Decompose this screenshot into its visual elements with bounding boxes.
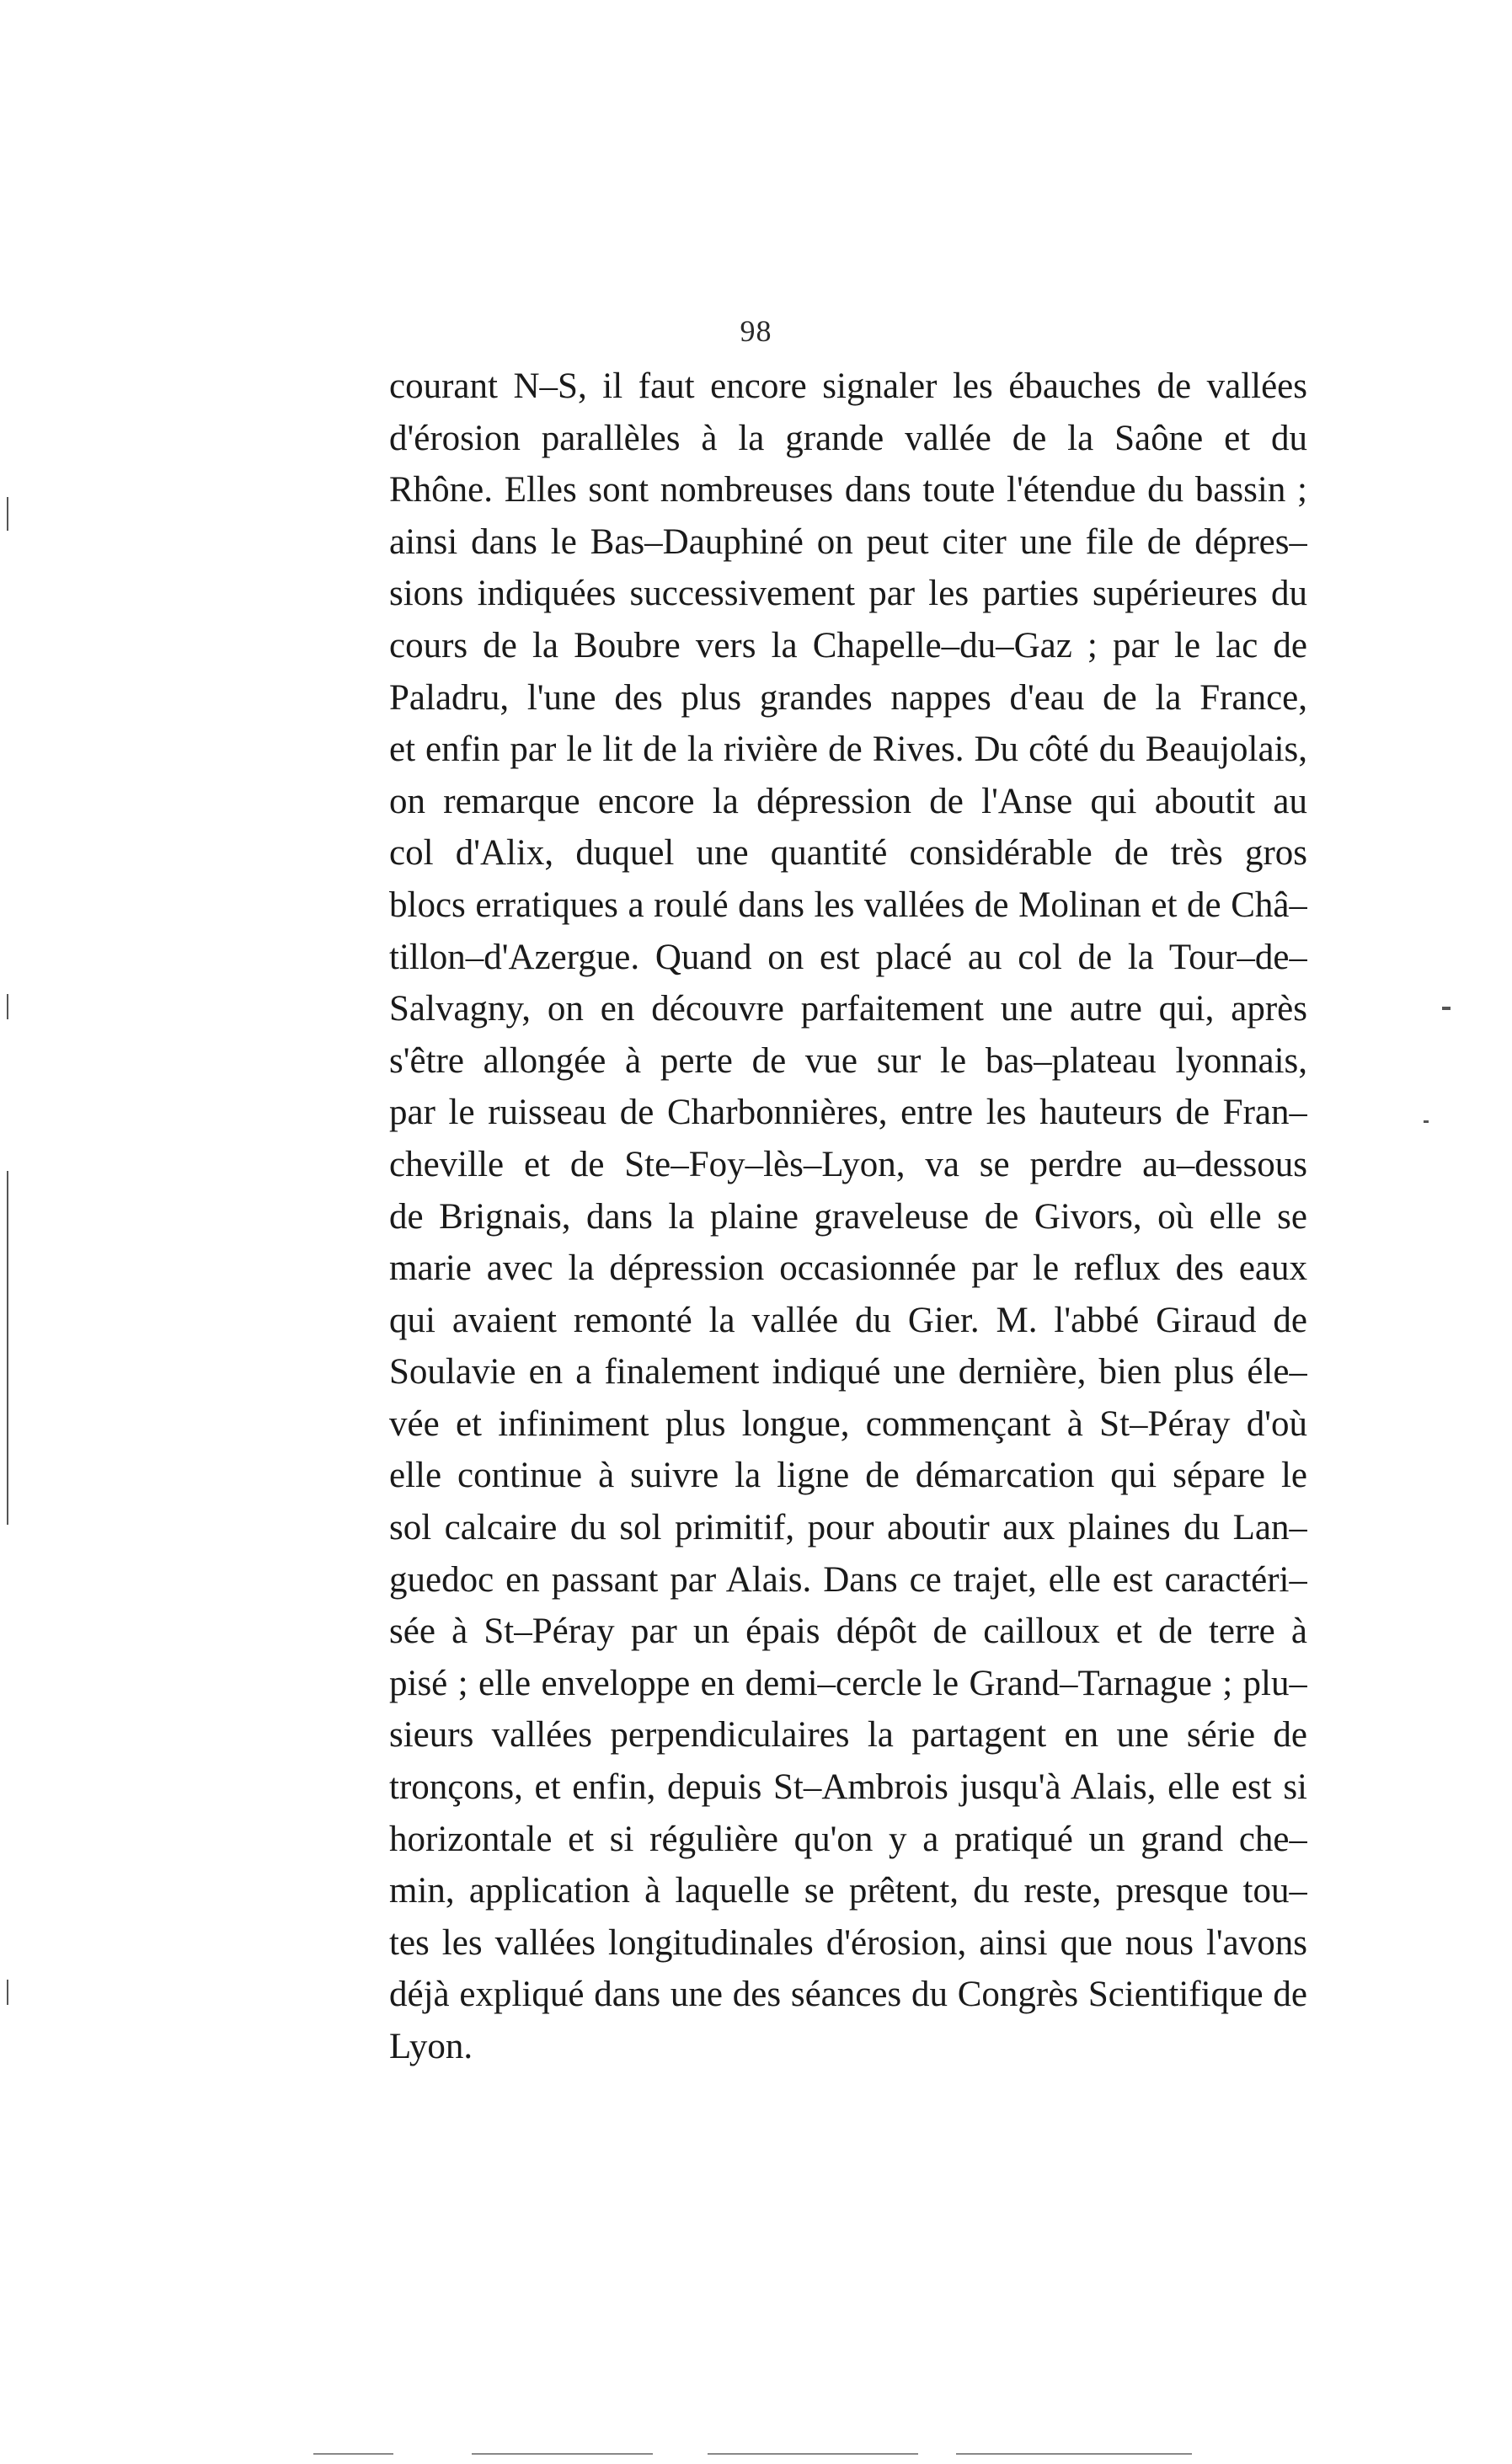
- text-line: Rhône. Elles sont nombreuses dans toute l'étendue du bassin ;: [389, 470, 1307, 510]
- text-line: tes les vallées longitudinales d'érosion, ainsi que nous l'avons: [389, 1922, 1307, 1963]
- text-line: Paladru, l'une des plus grandes nappes d'eau de la France,: [389, 677, 1307, 718]
- margin-mark: [7, 1171, 8, 1525]
- text-line: et enfin par le lit de la rivière de Rives. Du côté du Beaujolais,: [389, 730, 1307, 770]
- bottom-rule: [472, 2453, 653, 2455]
- text-line: courant N–S, il faut encore signaler les ébauches de vallées: [389, 366, 1307, 406]
- text-line: on remarque encore la dépression de l'Anse qui aboutit au: [389, 781, 1307, 821]
- text-line: Lyon.: [389, 2027, 473, 2066]
- text-line: déjà expliqué dans une des séances du Congrès Scientifique de: [389, 1975, 1307, 2015]
- text-line: sions indiquées successivement par les parties supérieures du: [389, 574, 1307, 614]
- text-line: qui avaient remonté la vallée du Gier. M. l'abbé Giraud de: [389, 1300, 1307, 1340]
- margin-mark: [7, 994, 8, 1019]
- text-line: pisé ; elle enveloppe en demi–cercle le Grand–Tarnague ; plu–: [389, 1663, 1307, 1703]
- bottom-rule: [313, 2453, 393, 2455]
- text-line: sée à St–Péray par un épais dépôt de cailloux et de terre à: [389, 1611, 1307, 1652]
- text-line: vée et infiniment plus longue, commençant à St–Péray d'où: [389, 1403, 1307, 1444]
- text-line: de Brignais, dans la plaine graveleuse de Givors, où elle se: [389, 1196, 1307, 1237]
- text-line: par le ruisseau de Charbonnières, entre les hauteurs de Fran–: [389, 1093, 1307, 1133]
- text-line: min, application à laquelle se prêtent, du reste, presque tou–: [389, 1871, 1307, 1911]
- text-line: sieurs vallées perpendiculaires la partagent en une série de: [389, 1715, 1307, 1756]
- bottom-rule: [708, 2453, 918, 2455]
- text-line: elle continue à suivre la ligne de démarcation qui sépare le: [389, 1456, 1307, 1496]
- text-line: marie avec la dépression occasionnée par le reflux des eaux: [389, 1248, 1307, 1289]
- text-line: blocs erratiques a roulé dans les vallées de Molinan et de Châ–: [389, 885, 1307, 925]
- page-number: 98: [740, 314, 772, 348]
- body-text: [389, 361, 1307, 2073]
- margin-mark: [1424, 1120, 1429, 1123]
- text-line: sol calcaire du sol primitif, pour aboutir aux plaines du Lan–: [389, 1508, 1307, 1548]
- margin-mark: [1442, 1007, 1451, 1010]
- text-line: horizontale et si régulière qu'on y a pratiqué un grand che–: [389, 1819, 1307, 1859]
- text-line: ainsi dans le Bas–Dauphiné on peut citer une file de dépres–: [389, 521, 1307, 562]
- text-line: d'érosion parallèles à la grande vallée de la Saône et du: [389, 418, 1307, 458]
- text-line: cours de la Boubre vers la Chapelle–du–Gaz ; par le lac de: [389, 625, 1307, 665]
- text-line: Soulavie en a finalement indiqué une dernière, bien plus éle–: [389, 1352, 1307, 1392]
- text-line: s'être allongée à perte de vue sur le bas–plateau lyonnais,: [389, 1040, 1307, 1081]
- text-line: tronçons, et enfin, depuis St–Ambrois jusqu'à Alais, elle est si: [389, 1767, 1307, 1808]
- margin-mark: [7, 1980, 8, 2005]
- margin-mark: [7, 497, 8, 531]
- text-line: tillon–d'Azergue. Quand on est placé au col de la Tour–de–: [389, 937, 1307, 977]
- bottom-rule: [956, 2453, 1192, 2455]
- text-line: cheville et de Ste–Foy–lès–Lyon, va se perdre au–dessous: [389, 1144, 1307, 1184]
- text-line: guedoc en passant par Alais. Dans ce trajet, elle est caractéri–: [389, 1559, 1307, 1600]
- text-line: Salvagny, on en découvre parfaitement une autre qui, après: [389, 989, 1307, 1029]
- text-line: col d'Alix, duquel une quantité considérable de très gros: [389, 833, 1307, 874]
